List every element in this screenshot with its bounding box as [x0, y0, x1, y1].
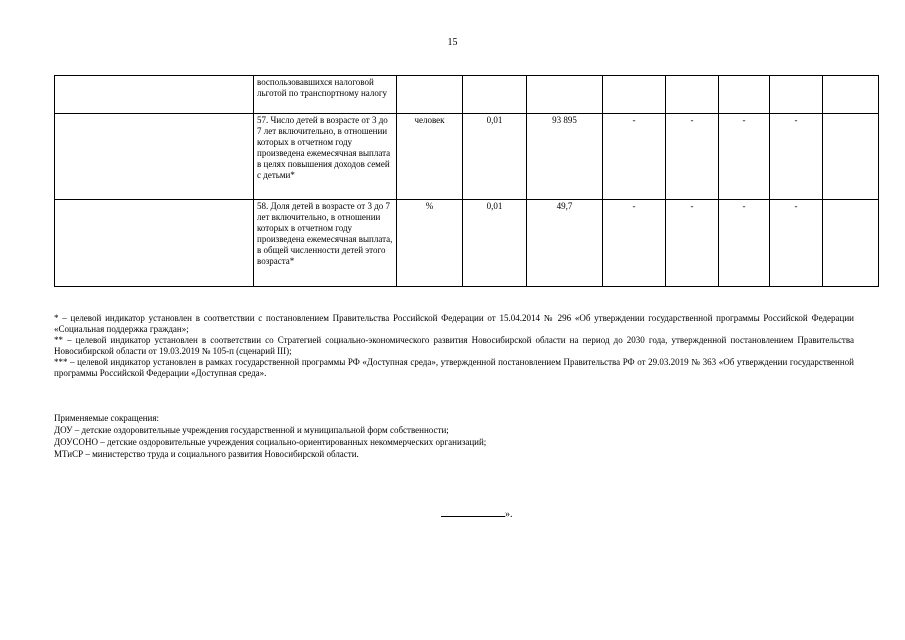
year-value-cell: -: [666, 200, 719, 287]
year-value-cell: [770, 76, 823, 114]
empty-cell: [55, 114, 254, 200]
indicator-label: 58. Доля детей в возрасте от 3 до 7 лет включительно, в отношении которых в отчетном году произведена ежемесячная выплата, в общей численности детей этого возраста*: [254, 200, 397, 287]
abbreviations-heading: Применяемые сокращения:: [54, 413, 160, 423]
year-value-cell: [603, 76, 666, 114]
base-value-cell: 93 895: [527, 114, 603, 200]
indicator-label: воспользовавшихся налоговой льготой по транспортному налогу: [254, 76, 397, 114]
year-value-cell: -: [603, 114, 666, 200]
blank-line: [441, 506, 505, 517]
year-value-cell: -: [603, 200, 666, 287]
closing-quote: ».: [505, 509, 513, 520]
base-value-cell: [527, 76, 603, 114]
year-value-cell: -: [719, 114, 770, 200]
unit-cell: %: [397, 200, 463, 287]
year-value-cell: -: [770, 200, 823, 287]
year-value-cell: -: [719, 200, 770, 287]
year-value-cell: -: [666, 114, 719, 200]
year-value-cell: [719, 76, 770, 114]
empty-cell: [55, 200, 254, 287]
page-number: 15: [447, 37, 458, 48]
unit-cell: [397, 76, 463, 114]
footnotes: [54, 313, 854, 379]
weight-cell: [463, 76, 527, 114]
abbreviation-item: ДОУСОНО – детские оздоровительные учреждения социально-ориентированных некоммерческих организаций;: [54, 437, 487, 447]
table-row: [55, 200, 879, 287]
indicator-label: 57. Число детей в возрасте от 3 до 7 лет включительно, в отношении которых в отчетном году произведена ежемесячная выплата в целях повышения доходов семей с детьми*: [254, 114, 397, 200]
year-value-cell: [666, 76, 719, 114]
unit-cell: человек: [397, 114, 463, 200]
footnote-three-stars: *** – целевой индикатор установлен в рамках государственной программы РФ «Доступная среда», утвержденной постановлением Правительства РФ от 29.03.2019 № 363 «Об утверждении государственной программы Российской Федерации «Доступная среда».: [54, 357, 854, 378]
footnote-one-star: * – целевой индикатор установлен в соответствии с постановлением Правительства Российской Федерации от 15.04.2014 № 296 «Об утверждении государственной программы Российской Федерации «Социальная поддержка граждан»;: [54, 313, 854, 334]
indicators-table: [54, 75, 879, 287]
abbreviation-item: МТиСР – министерство труда и социального развития Новосибирской области.: [54, 449, 359, 459]
abbreviations: [54, 412, 854, 460]
year-value-cell: [823, 114, 879, 200]
weight-cell: 0,01: [463, 200, 527, 287]
empty-cell: [55, 76, 254, 114]
year-value-cell: [823, 76, 879, 114]
footnote-two-stars: ** – целевой индикатор установлен в соответствии со Стратегией социально-экономического развития Новосибирской области на период до 2030 года, утвержденной постановлением Правительства Новосибирской области от 19.03.2019 № 105-п (сценарий III);: [54, 335, 854, 356]
abbreviation-item: ДОУ – детские оздоровительные учреждения государственной и муниципальной форм собственности;: [54, 425, 449, 435]
table-row: [55, 76, 879, 114]
year-value-cell: [823, 200, 879, 287]
table-row: [55, 114, 879, 200]
weight-cell: 0,01: [463, 114, 527, 200]
closing-mark: [441, 506, 513, 520]
base-value-cell: 49,7: [527, 200, 603, 287]
year-value-cell: -: [770, 114, 823, 200]
